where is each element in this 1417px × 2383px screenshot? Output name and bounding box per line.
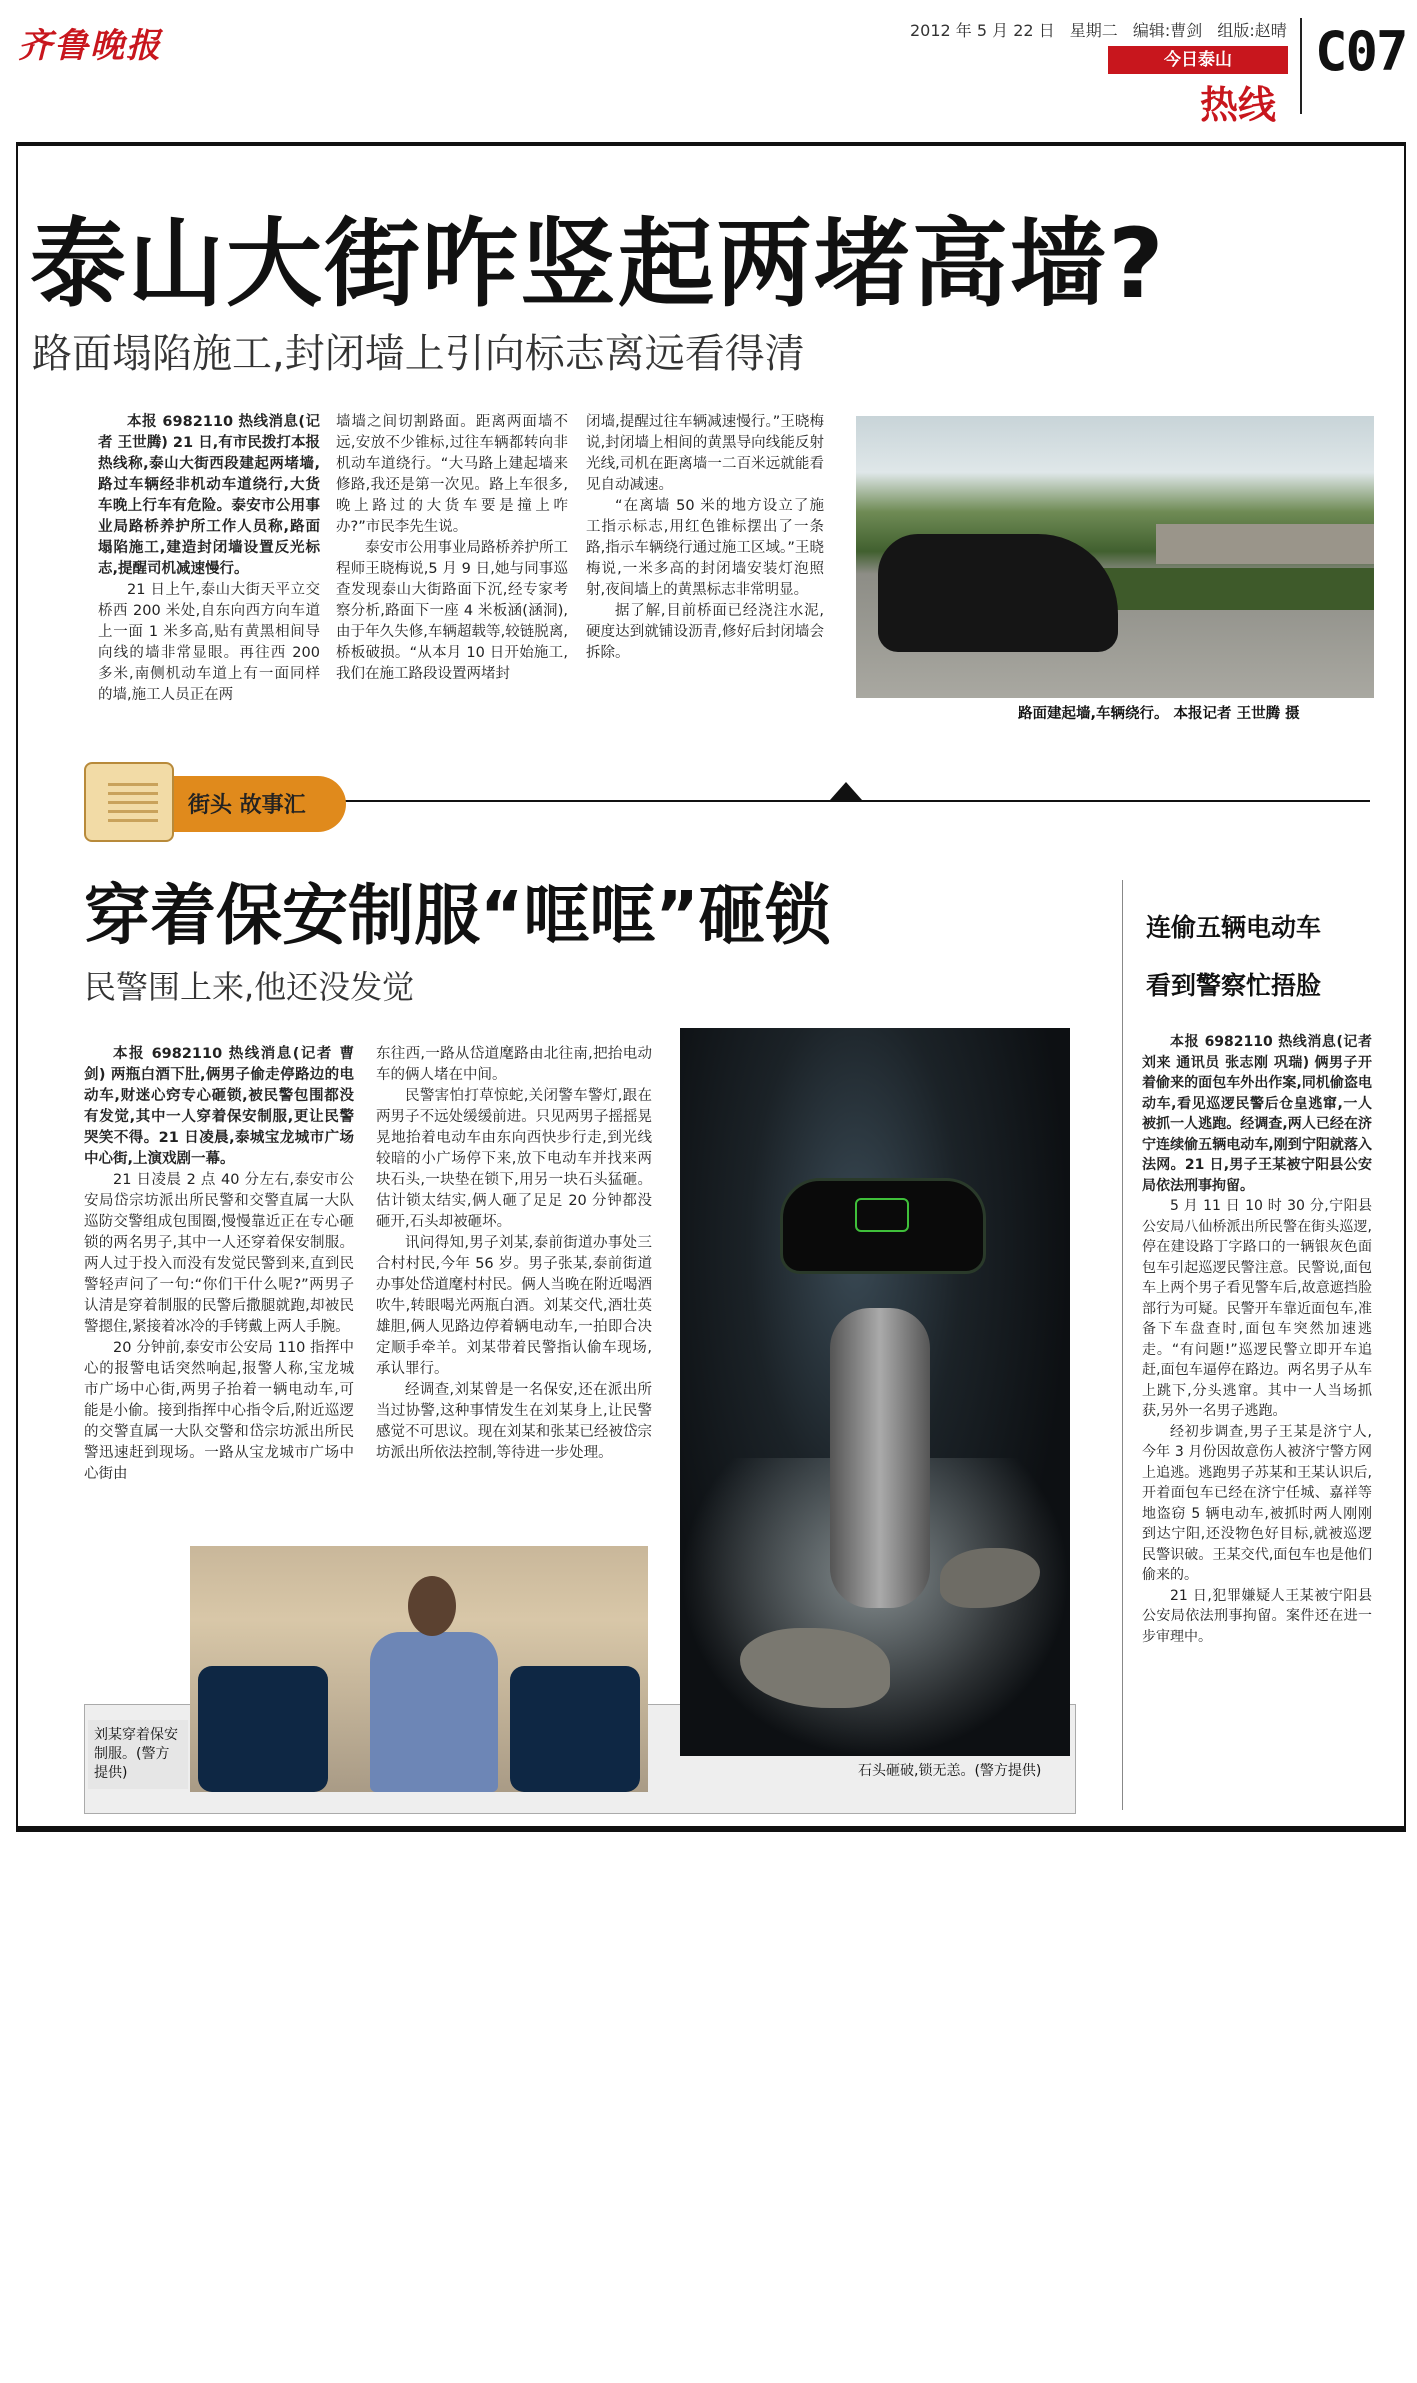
sidebar-column	[1142, 1032, 1372, 1647]
issue-date: 2012 年 5 月 22 日	[910, 21, 1055, 40]
editor-credit: 编辑:曹剑	[1132, 21, 1203, 40]
story2-paragraph: 讯问得知,男子刘某,泰前街道办事处三合村村民,今年 56 岁。男子张某,泰前街道办事处岱道麾村村民。俩人当晚在附近喝酒吹牛,转眼喝光两瓶白酒。刘某交代,酒壮英雄胆,俩人见路边停着辆电动车,一拍即合决定顺手牵羊。刘某带着民警指认偷车现场,承认罪行。	[376, 1235, 652, 1377]
chair-shape	[510, 1666, 640, 1792]
story2-subheadline: 民警围上来,他还没发觉	[84, 968, 415, 1006]
page-meta	[910, 18, 1297, 41]
main-headline: 泰山大街咋竖起两堵高墙?	[30, 208, 1166, 320]
story1-column-3	[586, 412, 824, 664]
sidebar-paragraph: 经初步调查,男子王某是济宁人,今年 3 月份因故意伤人被济宁警方网上追逃。逃跑男子苏某和王某认识后,开着面包车已经在济宁任城、嘉祥等地盗窃 5 辆电动车,被抓时两人刚刚到达宁阳,还没物色好目标,就被巡逻民警识破。王某交代,面包车也是他们偷来的。	[1142, 1423, 1372, 1583]
photo-caption: 刘某穿着保安制服。(警方提供)	[88, 1720, 188, 1789]
story1-column-2	[336, 412, 568, 685]
story1-paragraph: “在离墙 50 米的地方设立了施工指示标志,用红色锥标摆出了一条路,指示车辆绕行通过施工区域。”王晓梅说,一米多高的封闭墙安装灯泡照射,夜间墙上的黄黑标志非常明显。	[586, 498, 824, 598]
story2-paragraph: 东往西,一路从岱道麾路由北往南,把抬电动车的俩人堵在中间。	[376, 1046, 652, 1083]
scooter-wheel	[830, 1308, 930, 1608]
sidebar-paragraph: 5 月 11 日 10 时 30 分,宁阳县公安局八仙桥派出所民警在街头巡逻,停在建设路丁字路口的一辆银灰色面包车引起巡逻民警注意。民警说,面包车上两个男子看见警车后,故意遮挡脸部行为可疑。民警开车靠近面包车,准备下车盘查时,面包车突然加速逃走。“有问题!”巡逻民警立即开车追赶,面包车逼停在路边。两名男子从车上跳下,分头逃窜。其中一人当场抓获,另外一名男子逃跑。	[1142, 1198, 1372, 1419]
person-body	[370, 1632, 498, 1792]
story2-column-1	[84, 1044, 354, 1485]
story1-paragraph: 本报 6982110 热线消息(记者 王世腾) 21 日,有市民拨打本报热线称,泰山大街西段建起两堵墙,路过车辆经非机动车道绕行,大货车晚上行车有危险。泰安市公用事业局路桥养护所工作人员称,路面塌陷施工,建造封闭墙设置反光标志,提醒司机减速慢行。	[98, 414, 320, 577]
story2-paragraph: 经调查,刘某曾是一名保安,还在派出所当过协警,这种事情发生在刘某身上,让民警感觉不可思议。现在刘某和张某已经被岱宗坊派出所依法控制,等待进一步处理。	[376, 1382, 652, 1461]
sidebar-headline-1: 连偷五辆电动车	[1146, 913, 1322, 942]
seat-logo	[855, 1198, 909, 1232]
story-tag-label: 街头 故事汇	[188, 793, 306, 818]
page-number: C07	[1315, 20, 1407, 83]
story2-column-2	[376, 1044, 652, 1464]
suspect-photo	[190, 1546, 648, 1792]
story1-paragraph: 21 日上午,泰山大街天平立交桥西 200 米处,自东向西方向车道上一面 1 米多高,贴有黄黑相间导向线的墙非常显眼。再往西 200 多米,南侧机动车道上有一面同样的墙,施工人员正在两	[98, 582, 320, 703]
sidebar-divider	[1122, 880, 1123, 1810]
section-label: 今日泰山	[1108, 46, 1288, 74]
chair-shape	[198, 1666, 328, 1792]
divider-notch	[830, 782, 862, 800]
wall-shape	[1156, 524, 1374, 564]
photo-caption: 路面建起墙,车辆绕行。 本报记者 王世腾 摄	[1018, 706, 1300, 722]
main-subheadline: 路面塌陷施工,封闭墙上引向标志离远看得清	[32, 331, 805, 377]
story2-paragraph: 民警害怕打草惊蛇,关闭警车警灯,跟在两男子不远处缓缓前进。只见两男子摇摇晃晃地抬着电动车由东向西快步行走,到光线较暗的小广场停下来,放下电动车并找来两块石头,一块垫在锁下,用另一块石头猛砸。估计锁太结实,俩人砸了足足 20 分钟都没砸开,石头却被砸坏。	[376, 1088, 652, 1230]
story2-paragraph: 本报 6982110 热线消息(记者 曹剑) 两瓶白酒下肚,俩男子偷走停路边的电动车,财迷心窍专心砸锁,被民警包围都没有发觉,其中一人穿着保安制服,更让民警哭笑不得。21 日凌晨,泰城宝龙城市广场中心街,上演戏剧一幕。	[84, 1046, 354, 1167]
section-divider	[330, 800, 1370, 802]
sidebar-paragraph: 本报 6982110 热线消息(记者 刘来 通讯员 张志刚 巩瑞) 俩男子开着偷来的面包车外出作案,同机偷盗电动车,看见巡逻民警后仓皇逃窜,一人被抓一人逃跑。经调查,两人已经在济宁连续偷五辆电动车,刚到宁阳就落入法网。21 日,男子王某被宁阳县公安局依法刑事拘留。	[1142, 1034, 1372, 1194]
scroll-icon	[84, 762, 174, 842]
story2-paragraph: 20 分钟前,泰安市公安局 110 指挥中心的报警电话突然响起,报警人称,宝龙城市广场中心街,两男子抬着一辆电动车,可能是小偷。接到指挥中心指令后,附近巡逻的交警直属一大队交警和岱宗坊派出所民警迅速赶到现场。一路从宝龙城市广场中心街由	[84, 1340, 354, 1482]
header-divider	[1300, 18, 1302, 114]
sidebar-paragraph: 21 日,犯罪嫌疑人王某被宁阳县公安局依法刑事拘留。案件还在进一步审理中。	[1142, 1587, 1372, 1645]
newspaper-logo: 齐鲁晚报	[18, 26, 162, 66]
story1-paragraph: 闭墙,提醒过往车辆减速慢行。”王晓梅说,封闭墙上相间的黄黑导向线能反射光线,司机在距离墙一二百米远就能看见自动减速。	[586, 414, 824, 493]
story1-paragraph: 据了解,目前桥面已经浇注水泥,硬度达到就铺设沥青,修好后封闭墙会拆除。	[586, 603, 824, 661]
photo-caption: 石头砸破,锁无恙。(警方提供)	[858, 1763, 1042, 1779]
issue-weekday: 星期二	[1069, 21, 1118, 40]
story2-paragraph: 21 日凌晨 2 点 40 分左右,泰安市公安局岱宗坊派出所民警和交警直属一大队巡防交警组成包围圈,慢慢靠近正在专心砸锁的两名男子,其中一人还穿着保安制服。两人过于投入而没有发觉民警到来,直到民警轻声问了一句:“你们干什么呢?”两男子认清是穿着制服的民警后撒腿就跑,却被民警摁住,紧接着冰冷的手铐戴上两人手腕。	[84, 1172, 354, 1335]
sidebar-headline-2: 看到警察忙捂脸	[1146, 971, 1322, 1000]
car-shape	[878, 534, 1118, 652]
story2-headline: 穿着保安制服“哐哐”砸锁	[84, 877, 831, 954]
road-wall-photo	[856, 416, 1374, 698]
subsection-label: 热线	[1200, 83, 1277, 127]
story1-paragraph: 墙墙之间切割路面。距离两面墙不远,安放不少锥标,过往车辆都转向非机动车道绕行。“大马路上建起墙来修路,我还是第一次见。路上车很多,晚上路过的大货车要是撞上咋办?”市民李先生说。	[336, 414, 568, 535]
story1-paragraph: 泰安市公用事业局路桥养护所工程师王晓梅说,5 月 9 日,她与同事巡查发现泰山大街路面下沉,经专家考察分析,路面下一座 4 米板涵(涵洞),由于年久失修,车辆超载等,较链脱离,桥板破损。“从本月 10 日开始施工,我们在施工路段设置两堵封	[336, 540, 568, 682]
layout-credit: 组版:赵晴	[1217, 21, 1287, 40]
person-head	[408, 1576, 456, 1636]
story1-column-1	[98, 412, 320, 706]
broken-lock-photo	[680, 1028, 1070, 1756]
